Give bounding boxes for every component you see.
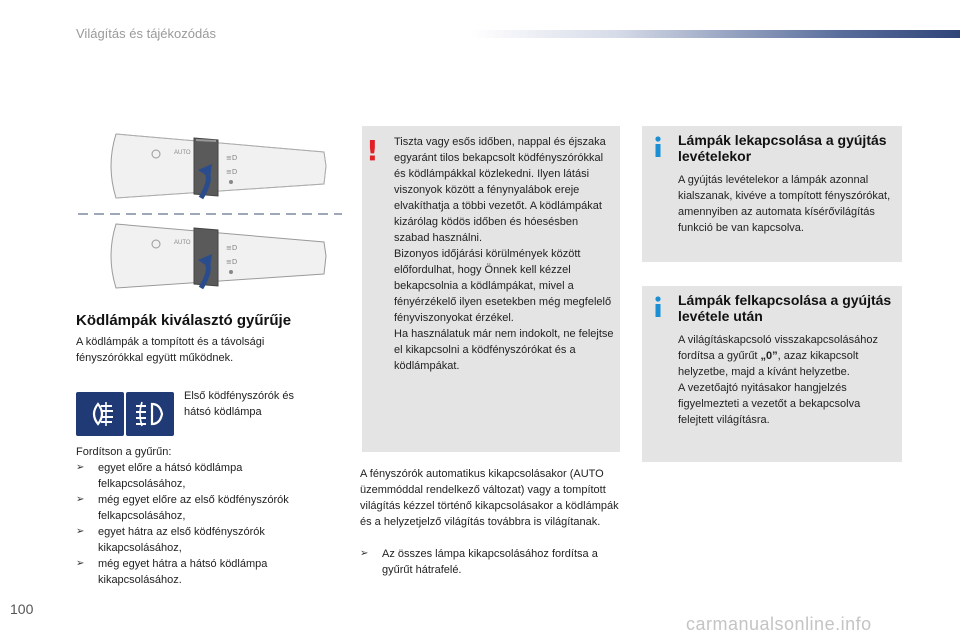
bullet-arrow-icon: ➢	[360, 548, 369, 559]
list-item: ➢ még egyet hátra a hátsó ködlámpa kikapcsolásához.	[76, 558, 268, 586]
page-number: 100	[10, 601, 34, 617]
svg-text:≡D: ≡D	[226, 168, 238, 176]
warning-box	[362, 126, 620, 452]
list-item: ➢ egyet előre a hátsó ködlámpa felkapcsolásához,	[76, 462, 243, 490]
info-box-ignition-off	[642, 126, 902, 262]
fog-lamp-stalk-illustration	[76, 126, 344, 302]
auto-label-bottom: AUTO	[174, 240, 191, 246]
bullet-arrow-icon: ➢	[76, 526, 85, 537]
info-box-after-ignition	[642, 286, 902, 462]
header-bar	[470, 30, 960, 38]
turn-title: Fordítson a gyűrűn:	[76, 446, 172, 458]
list-item: ➢ Az összes lámpa kikapcsolásához fordítsa a gyűrűt hátrafelé.	[360, 548, 598, 576]
info-icon	[652, 296, 664, 318]
bullet-arrow-icon: ➢	[76, 558, 85, 569]
info-text: A gyújtás levételekor a lámpák azonnal kialszanak, kivéve a tompított fényszórókat, amennyiben az automata kísérővilágítás funkció be van kapcsolva.	[678, 174, 891, 234]
info-icon	[652, 136, 664, 158]
section-intro: A ködlámpák a tompított és a távolsági fényszórókkal együtt működnek.	[76, 336, 265, 364]
info-title: Lámpák felkapcsolása a gyújtás levétele után	[678, 292, 892, 324]
bullet-arrow-icon: ➢	[76, 462, 85, 473]
icon-caption: Első ködfényszórók és hátsó ködlámpa	[184, 390, 295, 418]
watermark: carmanualsonline.info	[686, 614, 872, 634]
page-header-title: Világítás és tájékozódás	[76, 26, 216, 41]
list-item: ➢ még egyet előre az első ködfényszórók felkapcsolásához,	[76, 494, 289, 522]
front-fog-lamp-icon	[126, 392, 174, 436]
info-text: A világításkapcsoló visszakapcsolásához fordítsa a gyűrűt „0”, azaz kikapcsolt helyzetbe, majd a kívánt helyzetbe. A vezetőajtó nyitásakor hangjelzés figyelmezteti a vezetőt a bekapcsolva felejtett világításra.	[678, 334, 878, 426]
rear-fog-lamp-icon	[76, 392, 124, 436]
svg-text:≡D: ≡D	[226, 258, 238, 266]
svg-text:≡D: ≡D	[226, 154, 238, 162]
svg-text:≡D: ≡D	[226, 244, 238, 252]
list-item: ➢ egyet hátra az első ködfényszórók kikapcsolásához,	[76, 526, 265, 554]
auto-note-list	[360, 546, 622, 578]
fog-lamp-icons	[76, 392, 174, 436]
turn-steps-list	[76, 460, 326, 588]
info-title: Lámpák lekapcsolása a gyújtás levételekor	[678, 132, 887, 164]
auto-label-top: AUTO	[174, 150, 191, 156]
warning-exclamation-icon: !	[366, 134, 379, 167]
section-title: Ködlámpák kiválasztó gyűrűje	[76, 312, 292, 329]
warning-text: Tiszta vagy esős időben, nappal és éjszaka egyaránt tilos bekapcsolt ködfényszórókkal és ködlámpákkal közlekedni. Ilyen látási viszonyok között a fénynyalábok ereje elvakíthatja a többi vezetőt. A ködlámpákat kizárólag ködös időben és hóesésben szabad használni. Bizonyos időjárási körülmények között előfordulhat, hogy Önnek kell kézzel bekapcsolnia a ködlámpákat, mivel a fényérzékelő ilyen esetekben még megfelelő fényviszonyokat érzékel. Ha használatuk már nem indokolt, ne felejtse el kikapcsolni a ködfényszórókat és a ködlámpákat.	[394, 136, 614, 372]
auto-note-text: A fényszórók automatikus kikapcsolásakor (AUTO üzemmóddal rendelkező változat) vagy a tompított világítás kézzel történő kikapcsolásakor a ködlámpák és a helyzetjelző világítás továbbra is világítanak.	[360, 468, 619, 528]
bullet-arrow-icon: ➢	[76, 494, 85, 505]
